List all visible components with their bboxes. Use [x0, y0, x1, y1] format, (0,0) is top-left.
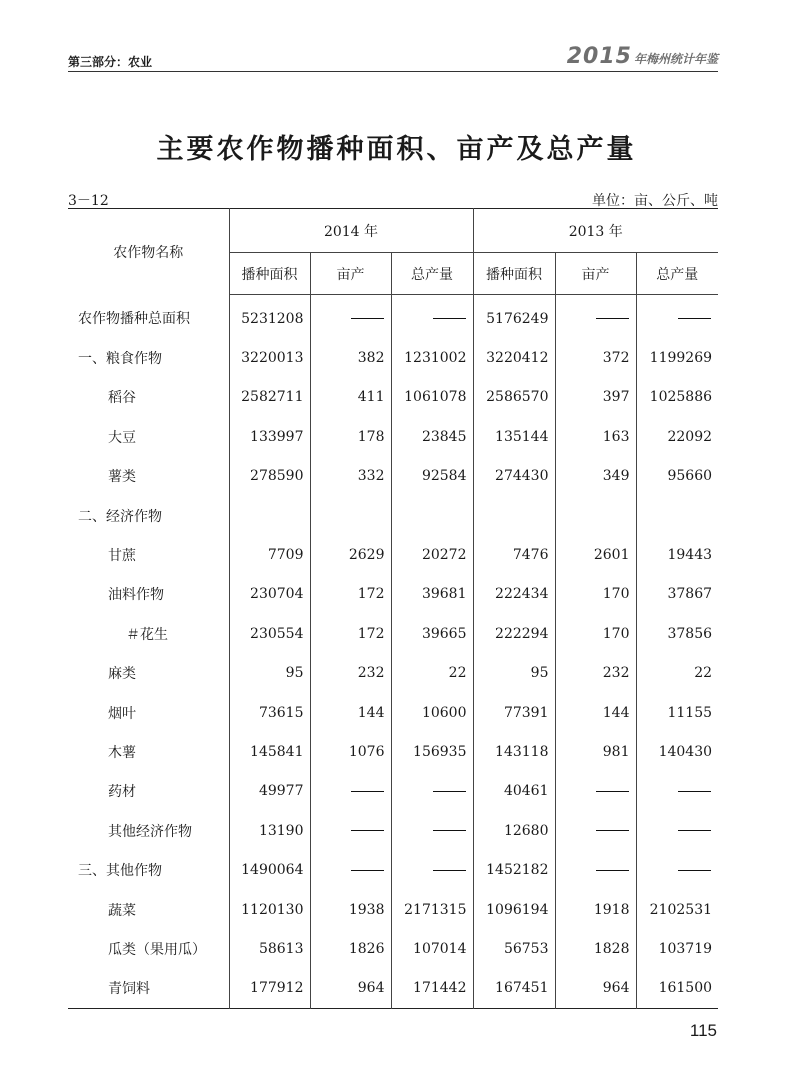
not-applicable-dash — [678, 318, 711, 319]
value-cell: 58613 — [229, 929, 310, 968]
value-cell — [636, 496, 718, 535]
value-cell: 22 — [391, 654, 473, 693]
crop-name-cell: 薯类 — [108, 469, 136, 486]
value-cell: 140430 — [636, 732, 718, 771]
value-cell: 1826 — [310, 929, 391, 968]
page-number: 115 — [689, 1021, 717, 1040]
dash-cell — [636, 295, 718, 339]
value-cell: 2586570 — [473, 378, 555, 417]
value-cell: 2102531 — [636, 890, 718, 929]
dash-cell — [391, 772, 473, 811]
table-row — [68, 850, 718, 889]
value-cell: 1918 — [555, 890, 636, 929]
unit-label: 单位：亩、公斤、吨 — [592, 193, 718, 209]
value-cell: 39665 — [391, 614, 473, 653]
not-applicable-dash — [433, 318, 466, 319]
value-cell: 2171315 — [391, 890, 473, 929]
crop-name-cell: ＃花生 — [126, 626, 168, 643]
dash-cell — [636, 772, 718, 811]
value-cell: 145841 — [229, 732, 310, 771]
not-applicable-dash — [678, 830, 711, 831]
crop-name-header: 农作物名称 — [113, 244, 184, 261]
value-cell: 171442 — [391, 969, 473, 1009]
table-row — [68, 496, 718, 535]
col-header: 亩产 — [555, 253, 636, 295]
crop-name-cell: 瓜类（果用瓜） — [108, 941, 206, 958]
value-cell: 19443 — [636, 535, 718, 574]
not-applicable-dash — [351, 830, 384, 831]
value-cell: 1199269 — [636, 338, 718, 377]
value-cell: 411 — [310, 378, 391, 417]
col-header: 总产量 — [636, 253, 718, 295]
not-applicable-dash — [596, 870, 629, 871]
value-cell: 103719 — [636, 929, 718, 968]
table-row — [68, 575, 718, 614]
page-title: 主要农作物播种面积、亩产及总产量 — [156, 134, 637, 165]
value-cell: 39681 — [391, 575, 473, 614]
yearbook-year: 2015 — [566, 44, 632, 69]
not-applicable-dash — [678, 791, 711, 792]
value-cell: 1096194 — [473, 890, 555, 929]
value-cell: 1452182 — [473, 850, 555, 889]
crop-name-cell: 油料作物 — [108, 587, 164, 604]
value-cell: 232 — [555, 654, 636, 693]
value-cell: 135144 — [473, 417, 555, 456]
value-cell: 372 — [555, 338, 636, 377]
value-cell: 10600 — [391, 693, 473, 732]
year-group-2014: 2014 年 — [229, 209, 473, 253]
table-code: 3－12 — [68, 193, 109, 209]
table-row — [68, 535, 718, 574]
value-cell: 2582711 — [229, 378, 310, 417]
value-cell: 161500 — [636, 969, 718, 1009]
crop-name-cell: 麻类 — [108, 666, 136, 683]
col-header: 亩产 — [310, 253, 391, 295]
value-cell: 143118 — [473, 732, 555, 771]
table-row — [68, 772, 718, 811]
value-cell: 133997 — [229, 417, 310, 456]
crop-name-cell: 三、其他作物 — [78, 863, 162, 880]
value-cell: 7709 — [229, 535, 310, 574]
value-cell: 170 — [555, 614, 636, 653]
not-applicable-dash — [678, 870, 711, 871]
table-row — [68, 929, 718, 968]
value-cell: 178 — [310, 417, 391, 456]
col-header: 播种面积 — [473, 253, 555, 295]
value-cell: 37856 — [636, 614, 718, 653]
dash-cell — [636, 811, 718, 850]
value-cell: 1061078 — [391, 378, 473, 417]
table-row — [68, 614, 718, 653]
value-cell: 95 — [473, 654, 555, 693]
value-cell: 1490064 — [229, 850, 310, 889]
value-cell: 95 — [229, 654, 310, 693]
value-cell: 230704 — [229, 575, 310, 614]
value-cell: 1120130 — [229, 890, 310, 929]
table-row — [68, 654, 718, 693]
value-cell: 274430 — [473, 457, 555, 496]
value-cell: 167451 — [473, 969, 555, 1009]
value-cell: 163 — [555, 417, 636, 456]
not-applicable-dash — [433, 870, 466, 871]
value-cell: 170 — [555, 575, 636, 614]
value-cell: 144 — [310, 693, 391, 732]
value-cell: 230554 — [229, 614, 310, 653]
value-cell: 222434 — [473, 575, 555, 614]
crop-name-cell: 农作物播种总面积 — [78, 311, 190, 328]
value-cell: 964 — [555, 969, 636, 1009]
yearbook-name: 年梅州统计年鉴 — [633, 52, 718, 66]
crop-table — [68, 208, 718, 1009]
value-cell: 278590 — [229, 457, 310, 496]
table-row — [68, 693, 718, 732]
not-applicable-dash — [433, 791, 466, 792]
value-cell: 5231208 — [229, 295, 310, 339]
value-cell: 13190 — [229, 811, 310, 850]
value-cell: 1938 — [310, 890, 391, 929]
value-cell — [555, 496, 636, 535]
value-cell — [310, 496, 391, 535]
value-cell: 232 — [310, 654, 391, 693]
not-applicable-dash — [596, 318, 629, 319]
value-cell: 172 — [310, 614, 391, 653]
value-cell: 7476 — [473, 535, 555, 574]
value-cell: 172 — [310, 575, 391, 614]
value-cell — [473, 496, 555, 535]
dash-cell — [310, 772, 391, 811]
value-cell: 37867 — [636, 575, 718, 614]
table-body — [68, 295, 718, 1009]
value-cell: 22 — [636, 654, 718, 693]
crop-name-cell: 稻谷 — [108, 390, 136, 407]
dash-cell — [555, 772, 636, 811]
value-cell: 20272 — [391, 535, 473, 574]
table-row — [68, 811, 718, 850]
col-header: 播种面积 — [229, 253, 310, 295]
value-cell — [229, 496, 310, 535]
table-row — [68, 338, 718, 377]
value-cell: 2601 — [555, 535, 636, 574]
crop-name-cell: 木薯 — [108, 744, 136, 761]
crop-name-cell: 二、经济作物 — [78, 508, 162, 525]
not-applicable-dash — [596, 791, 629, 792]
value-cell: 144 — [555, 693, 636, 732]
col-header: 总产量 — [391, 253, 473, 295]
value-cell: 349 — [555, 457, 636, 496]
crop-name-cell: 大豆 — [108, 429, 136, 446]
section-label: 第三部分：农业 — [68, 55, 153, 69]
value-cell: 382 — [310, 338, 391, 377]
dash-cell — [636, 850, 718, 889]
value-cell: 156935 — [391, 732, 473, 771]
dash-cell — [391, 850, 473, 889]
value-cell: 107014 — [391, 929, 473, 968]
header-rule — [68, 71, 718, 72]
crop-name-cell: 药材 — [108, 784, 136, 801]
table-row — [68, 732, 718, 771]
not-applicable-dash — [433, 830, 466, 831]
value-cell: 73615 — [229, 693, 310, 732]
crop-name-cell: 烟叶 — [108, 705, 136, 722]
dash-cell — [391, 295, 473, 339]
table-row — [68, 417, 718, 456]
table-row — [68, 378, 718, 417]
yearbook-brand — [567, 44, 718, 69]
value-cell: 40461 — [473, 772, 555, 811]
dash-cell — [555, 850, 636, 889]
value-cell: 222294 — [473, 614, 555, 653]
year-group-2013: 2013 年 — [473, 209, 718, 253]
crop-name-cell: 青饲料 — [108, 981, 150, 998]
table-row — [68, 457, 718, 496]
value-cell — [391, 496, 473, 535]
table-row — [68, 969, 718, 1009]
value-cell: 56753 — [473, 929, 555, 968]
value-cell: 1025886 — [636, 378, 718, 417]
dash-cell — [555, 811, 636, 850]
value-cell: 2629 — [310, 535, 391, 574]
value-cell: 12680 — [473, 811, 555, 850]
table-row — [68, 890, 718, 929]
crop-name-cell: 其他经济作物 — [108, 823, 192, 840]
value-cell: 95660 — [636, 457, 718, 496]
value-cell: 3220412 — [473, 338, 555, 377]
crop-name-cell: 一、粮食作物 — [78, 351, 162, 368]
value-cell: 5176249 — [473, 295, 555, 339]
value-cell: 177912 — [229, 969, 310, 1009]
not-applicable-dash — [351, 318, 384, 319]
value-cell: 332 — [310, 457, 391, 496]
not-applicable-dash — [351, 870, 384, 871]
dash-cell — [310, 850, 391, 889]
value-cell: 1076 — [310, 732, 391, 771]
crop-name-cell: 蔬菜 — [108, 902, 136, 919]
value-cell: 23845 — [391, 417, 473, 456]
value-cell: 397 — [555, 378, 636, 417]
dash-cell — [555, 295, 636, 339]
value-cell: 92584 — [391, 457, 473, 496]
table-row — [68, 295, 718, 339]
value-cell: 1828 — [555, 929, 636, 968]
dash-cell — [391, 811, 473, 850]
value-cell: 981 — [555, 732, 636, 771]
value-cell: 22092 — [636, 417, 718, 456]
value-cell: 11155 — [636, 693, 718, 732]
not-applicable-dash — [596, 830, 629, 831]
not-applicable-dash — [351, 791, 384, 792]
value-cell: 1231002 — [391, 338, 473, 377]
dash-cell — [310, 295, 391, 339]
value-cell: 77391 — [473, 693, 555, 732]
value-cell: 49977 — [229, 772, 310, 811]
dash-cell — [310, 811, 391, 850]
crop-name-cell: 甘蔗 — [108, 548, 136, 565]
value-cell: 964 — [310, 969, 391, 1009]
value-cell: 3220013 — [229, 338, 310, 377]
